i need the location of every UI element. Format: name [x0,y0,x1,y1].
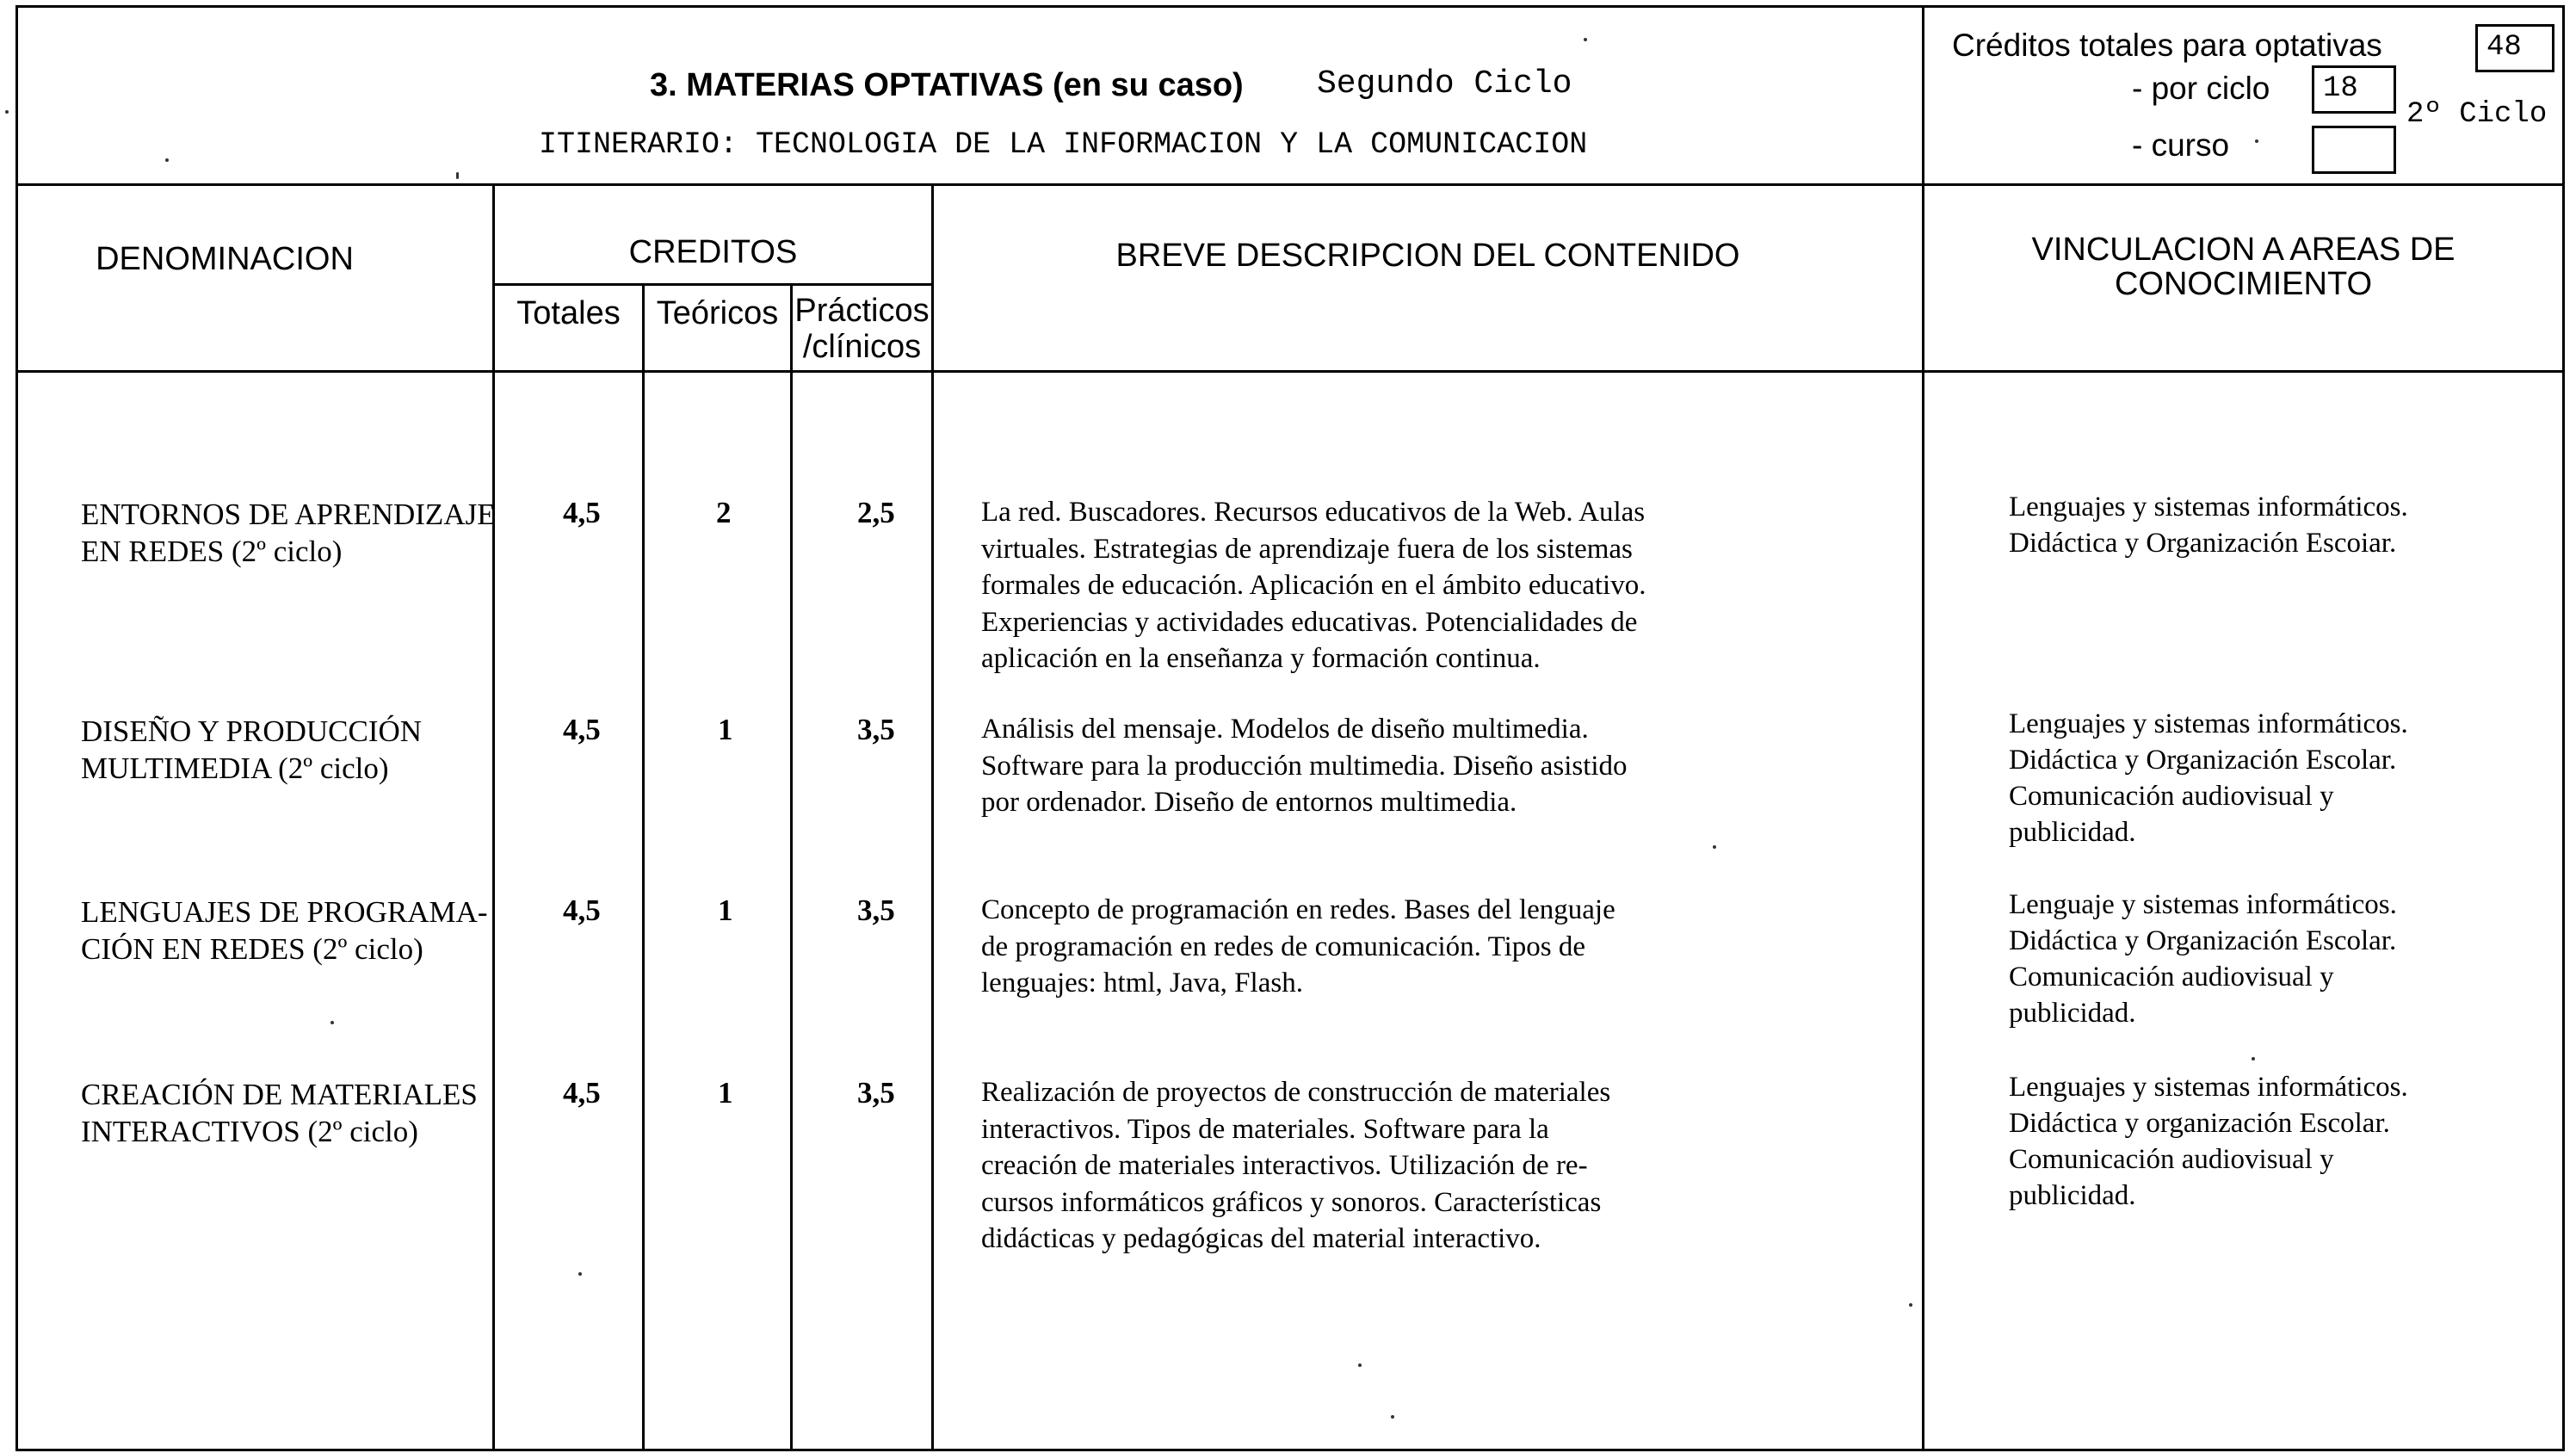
vline-denominacion [492,186,495,1451]
scan-speck [1909,1303,1912,1307]
table-border-bottom [15,1449,2565,1451]
table-row-descripcion: Análisis del mensaje. Modelos de diseño multimedia. Software para la producción multimedia. Diseño asistido por ordenador. Diseño de entornos multimedia. [981,714,1628,818]
total-credits-value: 48 [2475,24,2554,72]
table-row-name: CREACIÓN DE MATERIALES INTERACTIVOS (2º ciclo) [81,1078,478,1148]
table-row-name: LENGUAJES DE PROGRAMA- CIÓN EN REDES (2º ciclo) [81,895,488,966]
table-row-totales: 4,5 [563,893,601,927]
table-row-teoricos: 1 [718,1076,733,1110]
vline-totales [642,285,645,1451]
column-header-divider [15,370,2565,373]
total-credits-label: Créditos totales para optativas [1952,28,2382,63]
table-row-areas: Lenguajes y sistemas informáticos. Didáctica y Organización Escoiar. [2009,492,2408,559]
scan-speck [456,172,459,179]
per-cycle-value: 18 [2312,65,2396,114]
vline-teoricos [790,285,793,1451]
column-header-totales: Totales [516,295,621,331]
column-header-descripcion: BREVE DESCRIPCION DEL CONTENIDO [1115,238,1740,274]
section-title: 3. MATERIAS OPTATIVAS (en su caso) [650,67,1244,103]
table-row-areas: Lenguajes y sistemas informáticos. Didáctica y Organización Escolar. Comunicación audiovisual y publicidad. [2009,708,2408,848]
column-header-vinculacion: VINCULACION A AREAS DE CONOCIMIENTO [2031,232,2456,302]
per-course-label: - curso [2132,127,2230,163]
table-row-name: ENTORNOS DE APRENDIZAJE EN REDES (2º ciclo) [81,498,496,568]
table-row-practicos: 3,5 [857,893,895,927]
scan-speck [1713,845,1716,849]
scan-speck [165,158,169,162]
column-header-practicos: Prácticos /clínicos [794,293,930,365]
column-header-creditos: CREDITOS [628,234,798,270]
table-row-practicos: 3,5 [857,1076,895,1110]
column-header-teoricos: Teóricos [656,295,779,331]
table-row-totales: 4,5 [563,496,601,529]
table-row-descripcion: Realización de proyectos de construcción de materiales interactivos. Tipos de materiales. Software para la creación de materiales interactivos. Utilización de re- cursos informáticos gráficos y sonoros. Características didácticas y pedagógicas del material interactivo. [981,1077,1611,1254]
cycle-note: 2º Ciclo [2406,98,2548,131]
column-header-denominacion: DENOMINACION [96,241,354,277]
scan-speck [2252,1057,2255,1060]
table-border-right [2562,5,2565,1451]
vline-descripcion [1922,5,1924,1451]
table-row-teoricos: 2 [716,496,732,529]
scan-speck [1391,1415,1394,1419]
table-border-top [15,5,2565,8]
table-row-practicos: 3,5 [857,713,895,746]
credits-subheader-divider [492,283,933,286]
table-row-practicos: 2,5 [857,496,895,529]
header-divider [15,183,2565,186]
per-cycle-label: - por ciclo [2132,71,2270,106]
itinerary-label: ITINERARIO: TECNOLOGIA DE LA INFORMACION Y LA COMUNICACION [539,127,1588,162]
table-row-name: DISEÑO Y PRODUCCIÓN MULTIMEDIA (2º ciclo) [81,714,423,785]
scan-speck [2255,139,2258,143]
cycle-label: Segundo Ciclo [1317,65,1572,102]
scan-speck [1358,1363,1362,1367]
table-row-totales: 4,5 [563,713,601,746]
scan-speck [578,1272,582,1276]
scan-speck [330,1021,334,1024]
vline-creditos [931,186,934,1451]
table-row-teoricos: 1 [718,713,733,746]
scan-speck [5,110,9,114]
table-row-teoricos: 1 [718,893,733,927]
scan-speck [1584,38,1587,41]
per-course-value [2312,126,2396,174]
table-row-areas: Lenguaje y sistemas informáticos. Didáctica y Organización Escolar. Comunicación audiovisual y publicidad. [2009,889,2397,1029]
table-row-areas: Lenguajes y sistemas informáticos. Didáctica y organización Escolar. Comunicación audiovisual y publicidad. [2009,1072,2408,1211]
table-border-left [15,5,18,1451]
table-row-totales: 4,5 [563,1076,601,1110]
table-row-descripcion: La red. Buscadores. Recursos educativos de la Web. Aulas virtuales. Estrategias de aprendizaje fuera de los sistemas formales de educación. Aplicación en el ámbito educativo. Experiencias y actividades educativas. Potencialidades de aplicación en la enseñanza y formación continua. [981,497,1646,674]
table-row-descripcion: Concepto de programación en redes. Bases del lenguaje de programación en redes de comunicación. Tipos de lenguajes: html, Java, Flash. [981,894,1615,999]
